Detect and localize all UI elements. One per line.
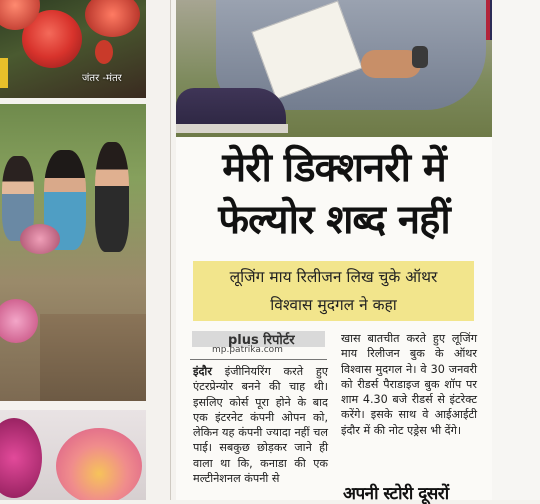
flower-bush [0, 299, 38, 343]
column-divider [170, 0, 171, 500]
rose-bud [95, 40, 113, 64]
rose-photo [0, 0, 146, 98]
person [95, 142, 129, 252]
shoe-sole [176, 124, 288, 133]
flower-photo [0, 410, 146, 500]
subhead-line: लूजिंग माय रिलीजन लिख चुके ऑथर [229, 268, 438, 286]
article-headline [176, 142, 492, 246]
watch-icon [412, 46, 428, 68]
article-subhead [193, 263, 474, 319]
flower-bush [20, 224, 60, 254]
headline-line: फेल्योर शब्द नहीं [218, 197, 450, 243]
byline: plus रिपोर्टर [228, 333, 295, 348]
soil [40, 314, 146, 401]
byline-website: mp.patrika.com [212, 345, 283, 355]
rose-flower [56, 428, 142, 500]
yellow-flag [0, 58, 8, 88]
article-column-left [193, 364, 328, 486]
page-margin [492, 0, 540, 500]
photo-caption: जंतर -मंतर [82, 73, 122, 84]
subhead-line: विश्वास मुदगल ने कहा [270, 296, 397, 314]
article-column-right: खास बातचीत करते हुए लूजिंग माय रिलीजन बुक के ऑथर विश्वास मुदगल ने। वे 30 जनवरी को रीडर्स पैराडाइज बुक शॉप पर शाम 4.30 बजे रीडर्स से इंटरेक्ट करेंगे। इसके साथ वे आईआईटी इंदौर में की नोट एड्रेस भी देंगे। [341, 332, 477, 437]
garden-photo [0, 104, 146, 401]
reader-photo [176, 0, 492, 137]
headline-line: मेरी डिक्शनरी में [222, 145, 446, 191]
rose-flower [85, 0, 140, 37]
next-story-heading: अपनी स्टोरी दूसरों [343, 484, 449, 504]
column-text: इंजीनियरिंग करते हुए एंटरप्रेन्योर बनने की चाह थी। इसलिए कोर्स पूरा होने के बाद एक इंटरनेट कंपनी ओपन को, लेकिन यह कंपनी ज्यादा नहीं चल पाई। सबकुछ छोड़कर जाने ही वाला था कि, कनाडा की एक मल्टीनेशनल कंपनी से [193, 365, 328, 486]
byline-rule [190, 359, 327, 360]
dateline: इंदौर [193, 365, 212, 378]
rose-flower [0, 418, 42, 498]
